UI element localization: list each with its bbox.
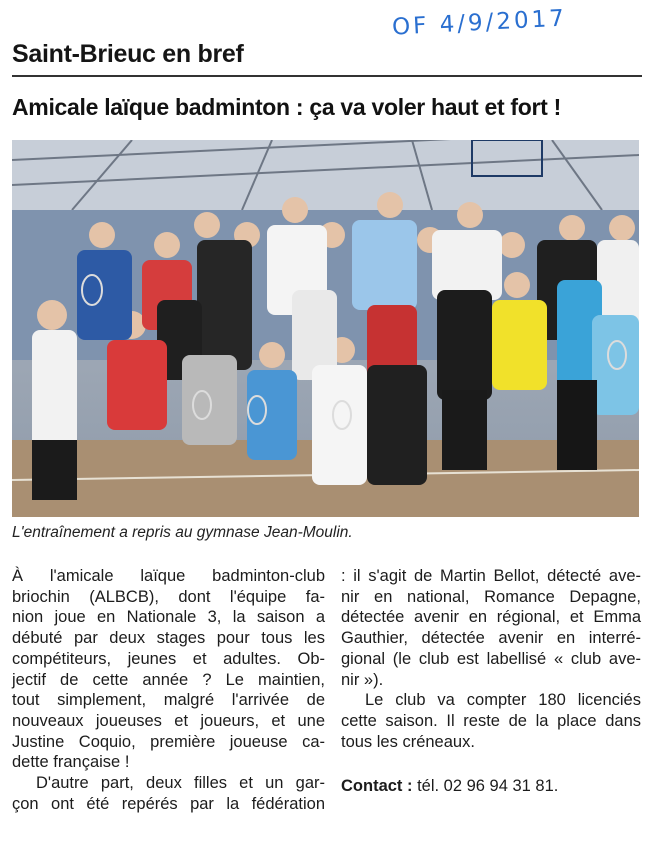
right-line-4: Gauthier, détectée avenir en interré- [341,629,641,648]
right-line-1: : il s'agit de Martin Bellot, détecté ave- [341,567,641,585]
right-line-8: cette saison. Il reste de la place dans [341,711,641,730]
right-line-2: nir en national, Romance Depagne, [341,587,641,606]
group-photo-illustration [12,140,639,517]
left-line-10: dette française ! [12,753,130,772]
contact-label: Contact : [341,777,413,796]
section-divider [12,75,642,77]
contact-line [341,776,641,797]
left-line-3: nion joue en Nationale 3, la saison a [12,608,325,627]
article-left-column [12,566,325,814]
left-line-11: D'autre part, deux filles et un gar- [36,774,325,793]
left-line-8: nouveaux joueuses et joueurs, et une [12,711,325,730]
left-line-5: compétiteurs, jeunes et adultes. Ob- [12,649,325,668]
photo-caption: L'entraînement a repris au gymnase Jean-Moulin. [12,524,353,541]
article-headline: Amicale laïque badminton : ça va voler haut et fort ! [12,94,561,120]
left-line-2: briochin (ALBCB), dont l'équipe fa- [12,587,325,606]
left-line-7: tout simplement, malgré l'arrivée de [12,691,325,710]
right-line-6: nir »). [341,670,384,689]
handwritten-date-note: OF 4/9/2017 [391,5,568,41]
section-title: Saint-Brieuc en bref [12,40,244,68]
right-line-3: détectée avenir en régional, et Emma [341,608,641,627]
right-line-5: gional (le club est labellisé « club ave- [341,649,641,668]
right-line-9: tous les créneaux. [341,732,475,751]
right-line-7: Le club va compter 180 licenciés [365,691,641,710]
contact-phone: tél. 02 96 94 31 81. [412,777,559,796]
left-line-6: jectif de cette année ? Le maintien, [12,670,325,689]
left-line-12: çon ont été repérés par la fédération [12,794,325,813]
article-photo [12,140,639,517]
left-line-1: À l'amicale laïque badminton-club [12,567,325,585]
left-line-4: débuté par deux stages pour tous les [12,629,325,648]
left-line-9: Justine Coquio, première joueuse ca- [12,732,325,751]
gym-ceiling [12,140,639,210]
article-right-column [341,566,641,797]
